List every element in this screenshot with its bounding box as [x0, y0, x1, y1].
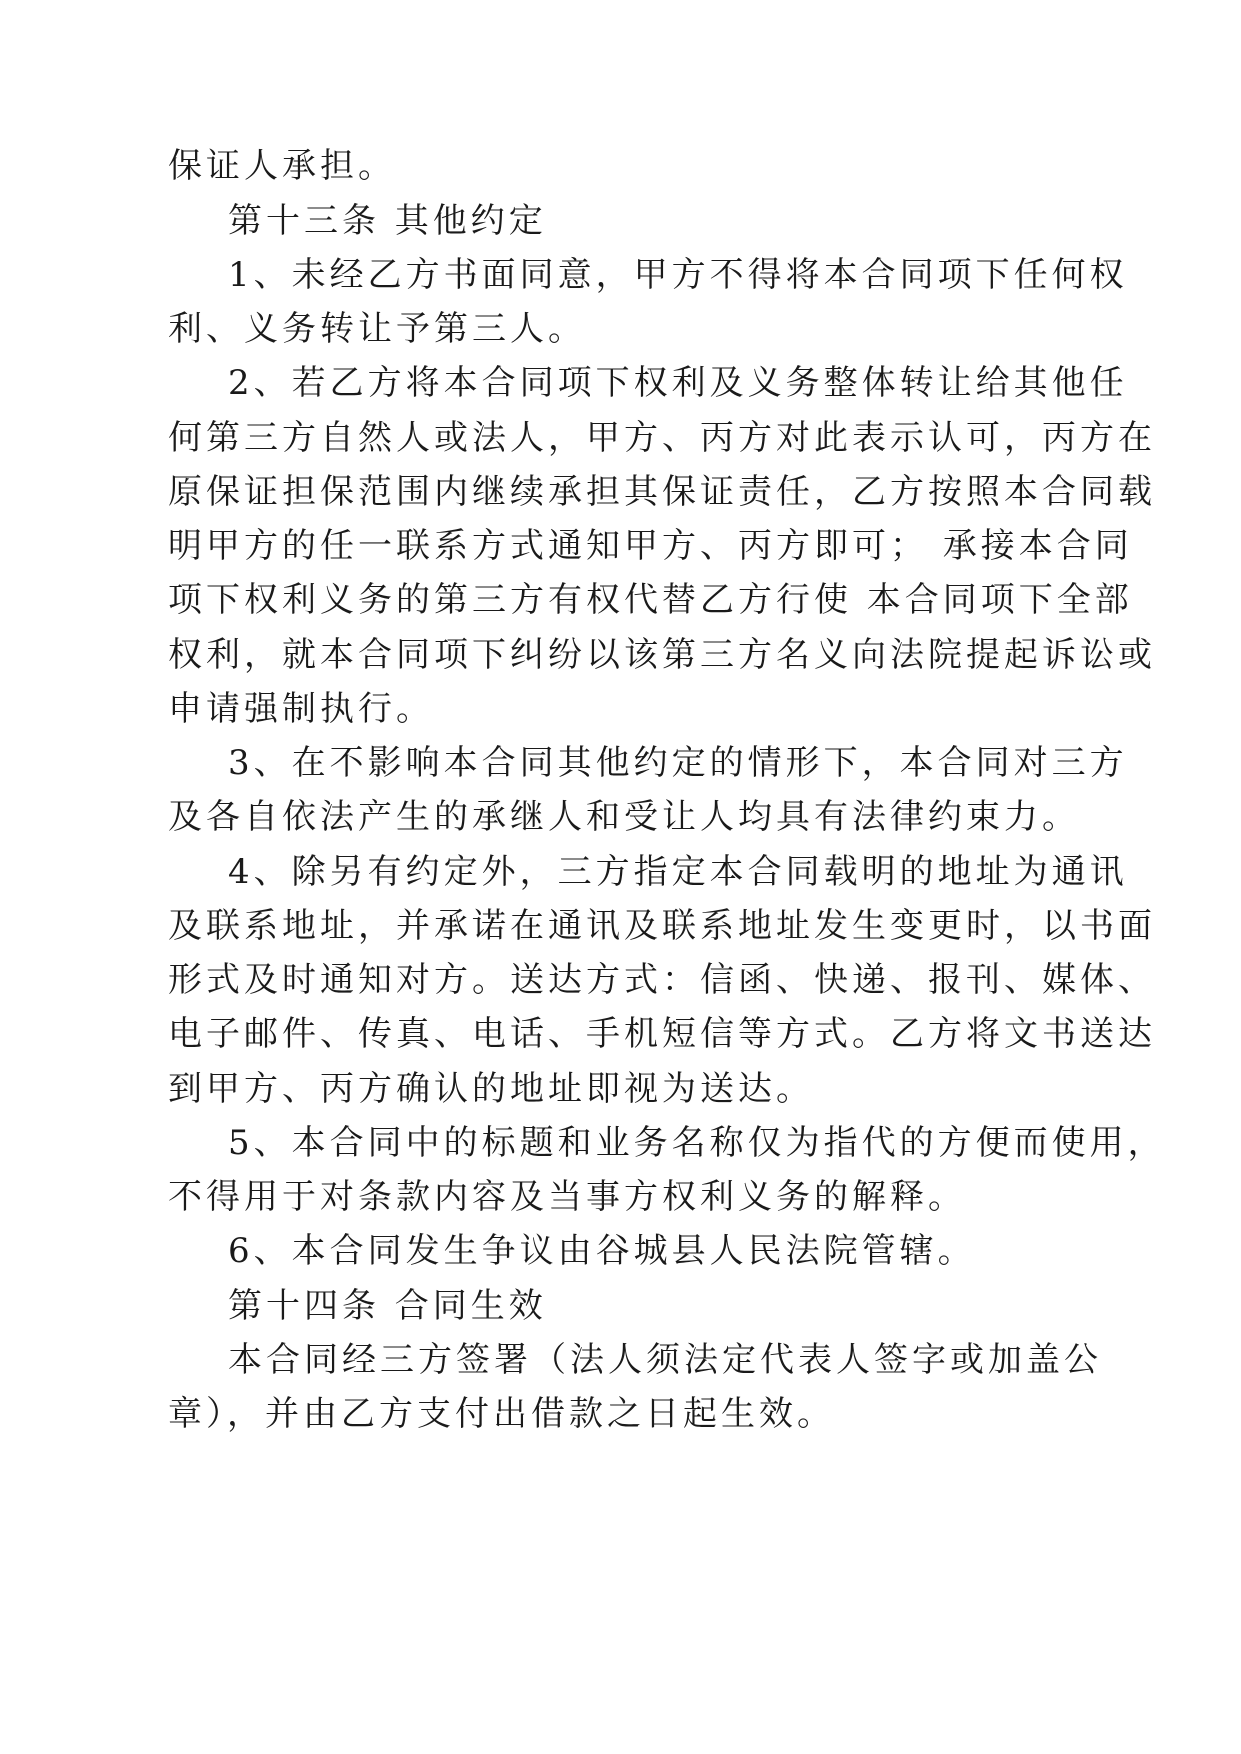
text-line: 保证人承担。 [168, 146, 396, 186]
text-line: 申请强制执行。 [168, 689, 434, 729]
text-line: 本合同经三方签署（法人须法定代表人签字或加盖公 [228, 1340, 1102, 1380]
text-line: 不得用于对条款内容及当事方权利义务的解释。 [168, 1177, 966, 1217]
section-heading: 第十三条 其他约定 [228, 201, 547, 241]
text-line: 2、若乙方将本合同项下权利及义务整体转让给其他任 [228, 363, 1128, 403]
text-line: 何第三方自然人或法人，甲方、丙方对此表示认可，丙方在 [168, 418, 1156, 458]
text-line: 6、本合同发生争议由谷城县人民法院管辖。 [228, 1231, 976, 1271]
text-line: 3、在不影响本合同其他约定的情形下，本合同对三方 [228, 743, 1128, 783]
section-heading: 第十四条 合同生效 [228, 1286, 547, 1326]
text-line: 形式及时通知对方。送达方式：信函、快递、报刊、媒体、 [168, 960, 1156, 1000]
text-line: 及各自依法产生的承继人和受让人均具有法律约束力。 [168, 797, 1080, 837]
text-line: 权利，就本合同项下纠纷以该第三方名义向法院提起诉讼或 [168, 635, 1156, 675]
text-line: 到甲方、丙方确认的地址即视为送达。 [168, 1069, 814, 1109]
text-line: 项下权利义务的第三方有权代替乙方行使 本合同项下全部 [168, 580, 1133, 620]
text-line: 1、未经乙方书面同意，甲方不得将本合同项下任何权 [228, 255, 1128, 295]
text-line: 5、本合同中的标题和业务名称仅为指代的方便而使用， [228, 1123, 1166, 1163]
text-line: 4、除另有约定外，三方指定本合同载明的地址为通讯 [228, 852, 1128, 892]
text-line: 及联系地址，并承诺在通讯及联系地址发生变更时，以书面 [168, 906, 1156, 946]
text-line: 明甲方的任一联系方式通知甲方、丙方即可； 承接本合同 [168, 526, 1133, 566]
text-line: 原保证担保范围内继续承担其保证责任，乙方按照本合同载 [168, 472, 1156, 512]
text-line: 利、义务转让予第三人。 [168, 309, 586, 349]
text-line: 章），并由乙方支付出借款之日起生效。 [168, 1394, 835, 1434]
text-line: 电子邮件、传真、电话、手机短信等方式。乙方将文书送达 [168, 1014, 1156, 1054]
